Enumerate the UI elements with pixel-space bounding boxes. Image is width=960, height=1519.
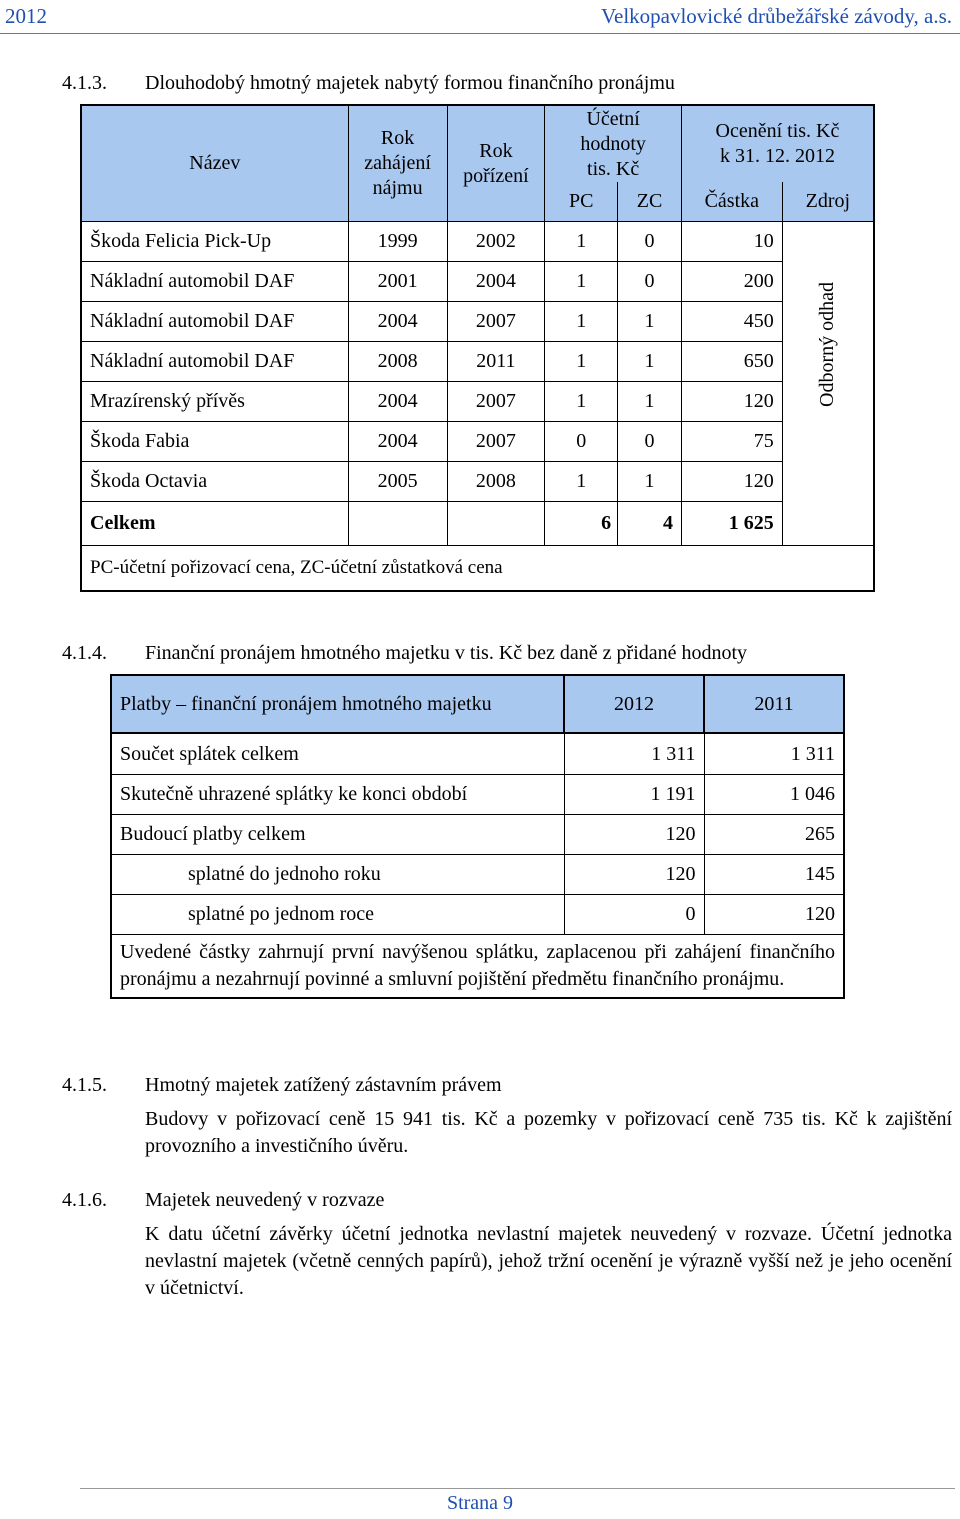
section-number-413: 4.1.3.	[62, 72, 107, 94]
col-header-zdroj: Zdroj	[782, 182, 874, 222]
row-name: Nákladní automobil DAF	[81, 342, 348, 382]
row-castka: 450	[681, 302, 782, 342]
table-row	[111, 815, 844, 855]
row-label: Budoucí platby celkem	[111, 815, 564, 855]
row-pc: 1	[545, 262, 618, 302]
row-name: Nákladní automobil DAF	[81, 302, 348, 342]
col-header-oceneni: Ocenění tis. Kč k 31. 12. 2012	[681, 105, 874, 182]
total-empty-1	[348, 502, 447, 546]
row-2012: 120	[564, 815, 704, 855]
row-castka: 10	[681, 222, 782, 262]
total-castka: 1 625	[681, 502, 782, 546]
row-castka: 120	[681, 382, 782, 422]
row-rok-porizeni: 2007	[447, 382, 545, 422]
table-note: Uvedené částky zahrnují první navýšenou splátku, zaplacenou při zahájení finančního pronájmu a nezahrnují povinné a smluvní pojištění předmětu finančního pronájmu.	[120, 941, 835, 990]
section-title-413: Dlouhodobý hmotný majetek nabytý formou finančního pronájmu	[145, 72, 675, 94]
section-title-414: Finanční pronájem hmotného majetku v tis. Kč bez daně z přidané hodnoty	[145, 642, 748, 664]
table-row	[111, 895, 844, 935]
lease-payments-table	[110, 674, 845, 999]
table-row	[81, 262, 874, 302]
row-zc: 0	[618, 222, 682, 262]
row-label: splatné do jednoho roku	[111, 855, 564, 895]
table-row	[111, 855, 844, 895]
row-zc: 1	[618, 342, 682, 382]
row-rok-zahajeni: 2004	[348, 422, 447, 462]
total-empty-2	[447, 502, 545, 546]
row-rok-porizeni: 2007	[447, 422, 545, 462]
row-2011: 1 046	[790, 783, 835, 805]
col-header-zc: ZC	[618, 182, 682, 222]
total-label: Celkem	[81, 502, 348, 546]
header-divider	[0, 33, 960, 34]
row-label: Skutečně uhrazené splátky ke konci období	[111, 775, 564, 815]
table-row	[111, 775, 844, 815]
row-name: Nákladní automobil DAF	[81, 262, 348, 302]
row-castka: 75	[681, 422, 782, 462]
row-castka: 120	[681, 462, 782, 502]
total-row	[81, 502, 874, 546]
row-zc: 1	[618, 382, 682, 422]
header-company: Velkopavlovické drůbežářské závody, a.s.	[601, 4, 952, 28]
table-row	[111, 733, 844, 775]
col-header-ucetni-hodnoty: Účetní hodnoty tis. Kč	[545, 105, 682, 182]
col-header-rok-porizeni: Rok pořízení	[447, 105, 545, 222]
row-label: splatné po jednom roce	[111, 895, 564, 935]
row-zc: 1	[618, 462, 682, 502]
row-2011: 120	[805, 903, 835, 925]
table-row	[81, 302, 874, 342]
row-castka: 650	[681, 342, 782, 382]
section-text-416: K datu účetní závěrky účetní jednotka nevlastní majetek neuvedený v rozvaze. Účetní jednotka nevlastní majetek (včetně cenných papírů), jehož tržní ocenění je výrazně vyšší než je jeho ocenění v účetnictví.	[145, 1223, 952, 1299]
row-rok-zahajeni: 2001	[348, 262, 447, 302]
row-castka: 200	[681, 262, 782, 302]
row-pc: 0	[545, 422, 618, 462]
row-name: Škoda Fabia	[81, 422, 348, 462]
col-header-rok-zahajeni: Rok zahájení nájmu	[348, 105, 447, 222]
table-note: PC-účetní pořizovací cena, ZC-účetní zůstatková cena	[90, 557, 503, 578]
zdroj-cell	[782, 222, 874, 546]
section-text-415: Budovy v pořizovací ceně 15 941 tis. Kč a pozemky v pořizovací ceně 735 tis. Kč k zajištění provozního a investičního úvěru.	[145, 1108, 952, 1157]
zdroj-value: Odborný odhad	[816, 282, 839, 407]
col-header-nazev: Název	[81, 105, 348, 222]
total-zc: 4	[618, 502, 682, 546]
row-pc: 1	[545, 382, 618, 422]
col-header-2011: 2011	[704, 675, 844, 733]
row-rok-porizeni: 2011	[447, 342, 545, 382]
col-header-pc: PC	[545, 182, 618, 222]
leasing-assets-table	[80, 104, 875, 592]
row-rok-zahajeni: 1999	[348, 222, 447, 262]
row-2012: 0	[564, 895, 704, 935]
row-2012: 120	[564, 855, 704, 895]
row-rok-porizeni: 2008	[447, 462, 545, 502]
row-zc: 1	[618, 302, 682, 342]
row-name: Škoda Felicia Pick-Up	[81, 222, 348, 262]
total-pc: 6	[545, 502, 618, 546]
section-number-415: 4.1.5.	[62, 1074, 107, 1096]
col-header-platby: Platby – finanční pronájem hmotného majetku	[111, 675, 564, 733]
row-zc: 0	[618, 422, 682, 462]
section-number-414: 4.1.4.	[62, 642, 107, 664]
table-row	[81, 462, 874, 502]
col-header-castka: Částka	[681, 182, 782, 222]
row-rok-porizeni: 2002	[447, 222, 545, 262]
section-title-415: Hmotný majetek zatížený zástavním právem	[145, 1074, 502, 1096]
row-name: Mrazírenský přívěs	[81, 382, 348, 422]
header-year: 2012	[5, 4, 47, 28]
row-pc: 1	[545, 222, 618, 262]
section-title-416: Majetek neuvedený v rozvaze	[145, 1189, 385, 1211]
row-2011: 265	[805, 823, 835, 845]
row-name: Škoda Octavia	[81, 462, 348, 502]
row-2011: 1 311	[790, 742, 835, 765]
row-label: Součet splátek celkem	[111, 733, 564, 775]
table-row	[81, 222, 874, 262]
row-rok-zahajeni: 2004	[348, 382, 447, 422]
row-pc: 1	[545, 342, 618, 382]
table-row	[81, 382, 874, 422]
row-rok-porizeni: 2004	[447, 262, 545, 302]
section-number-416: 4.1.6.	[62, 1189, 107, 1211]
row-pc: 1	[545, 462, 618, 502]
footer-divider	[80, 1488, 955, 1489]
row-rok-porizeni: 2007	[447, 302, 545, 342]
row-rok-zahajeni: 2004	[348, 302, 447, 342]
row-2012: 1 311	[564, 733, 704, 775]
row-2012: 1 191	[564, 775, 704, 815]
row-zc: 0	[618, 262, 682, 302]
row-pc: 1	[545, 302, 618, 342]
col-header-2012: 2012	[564, 675, 704, 733]
row-2011: 145	[805, 863, 835, 885]
page-number: Strana 9	[446, 1492, 514, 1514]
table-row	[81, 422, 874, 462]
row-rok-zahajeni: 2008	[348, 342, 447, 382]
row-rok-zahajeni: 2005	[348, 462, 447, 502]
table-row	[81, 342, 874, 382]
